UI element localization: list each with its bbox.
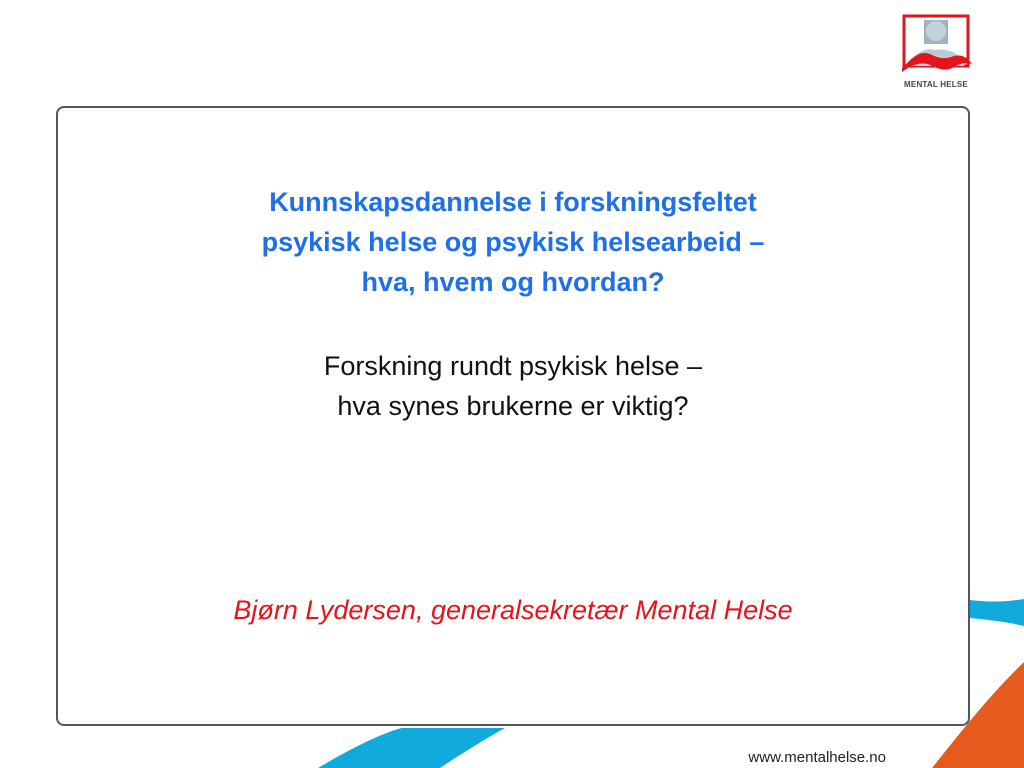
blue-swoosh-bottom: [318, 728, 505, 768]
title-line: hva, hvem og hvordan?: [361, 267, 665, 297]
logo-figure-icon: [898, 14, 974, 80]
subtitle-line: hva synes brukerne er viktig?: [337, 391, 689, 421]
slide-title: [56, 182, 970, 302]
logo-label: MENTAL HELSE: [904, 80, 968, 89]
website-url: www.mentalhelse.no: [748, 749, 886, 766]
title-line: Kunnskapsdannelse i forskningsfeltet: [269, 187, 757, 217]
mental-helse-logo: [898, 14, 974, 94]
slide-subtitle: [56, 346, 970, 426]
author-line: Bjørn Lydersen, generalsekretær Mental Helse: [233, 595, 793, 625]
title-line: psykisk helse og psykisk helsearbeid –: [261, 227, 765, 257]
blue-swoosh-right: [970, 599, 1024, 626]
subtitle-line: Forskning rundt psykisk helse –: [323, 351, 703, 381]
